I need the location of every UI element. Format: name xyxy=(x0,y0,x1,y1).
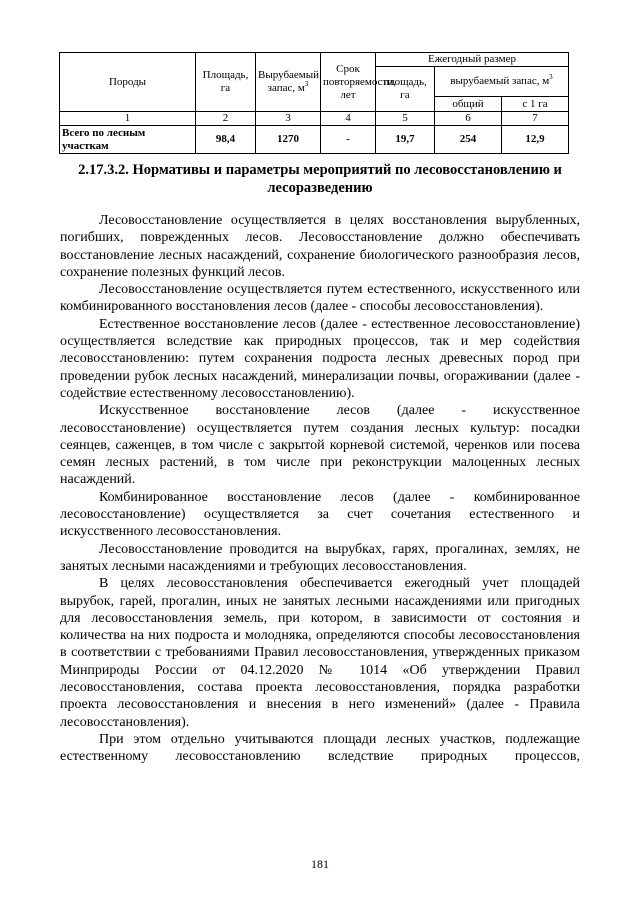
header-annual-stock: вырубаемый запас, м 3 xyxy=(435,67,569,97)
header-total: общий xyxy=(435,97,502,112)
header-annual-area: площадь, га xyxy=(376,67,435,112)
total-label: Всего по лесным участкам xyxy=(60,126,196,154)
header-area: Площадь, га xyxy=(196,53,256,112)
paragraph: При этом отдельно учитываются площади лесных участков, подлежащие естественному лесовосстановлению вследствие природных процессов, xyxy=(60,731,580,765)
total-value: 98,4 xyxy=(196,126,256,154)
paragraph: Лесовосстановление осуществляется путем естественного, искусственного или комбинированного восстановления лесов (далее - способы лесовосстановления). xyxy=(60,282,580,315)
column-number: 6 xyxy=(435,112,502,126)
harvest-table xyxy=(59,52,569,154)
column-number: 4 xyxy=(321,112,376,126)
paragraph: Естественное восстановление лесов (далее - естественное лесовосстановление) осуществляется вследствие как природных процессов, так и мер содействия лесовосстановлению: путем сохранения подроста лесных древесных пород при проведении рубок лесных насаждений, минерализации почвы, огораживании (далее - содействие естественному лесовосстановлению). xyxy=(60,316,580,401)
header-annual-size: Ежегодный размер xyxy=(376,53,569,67)
header-harvested-stock: Вырубаемый запас, м 3 xyxy=(256,53,321,112)
column-number: 7 xyxy=(502,112,569,126)
paragraph: Искусственное восстановление лесов (далее - искусственное лесовосстановление) осуществляется путем создания лесных культур: посадки сеянцев, саженцев, в том числе с закрытой корневой системой, черенков или посева семян лесных растений, в том числе при реконструкции малоценных лесных насаждений. xyxy=(60,403,580,488)
total-value: 12,9 xyxy=(502,126,569,154)
column-numbers-row xyxy=(60,112,569,126)
total-value: 1270 xyxy=(256,126,321,154)
total-value: 19,7 xyxy=(376,126,435,154)
column-number: 1 xyxy=(60,112,196,126)
section-heading: 2.17.3.2. Нормативы и параметры мероприятий по лесовосстановлению и лесоразведению xyxy=(78,162,562,196)
total-row xyxy=(60,126,569,154)
total-value: 254 xyxy=(435,126,502,154)
total-value: - xyxy=(321,126,376,154)
paragraph: Лесовосстановление проводится на вырубках, гарях, прогалинах, землях, не занятых лесными насаждениями и требующих лесовосстановления. xyxy=(60,541,580,574)
header-species: Породы xyxy=(60,53,196,112)
column-number: 2 xyxy=(196,112,256,126)
header-per-ha: с 1 га xyxy=(502,97,569,112)
paragraph: Лесовосстановление осуществляется в целях восстановления вырубленных, погибших, поврежденных лесов. Лесовосстановление должно обеспечивать восстановление лесных насаждений, сохранение биологического разнообразия лесов, сохранение полезных функций лесов. xyxy=(60,213,580,280)
header-term: Срок повторяемости, лет xyxy=(321,53,376,112)
body-text xyxy=(60,212,580,766)
paragraph: В целях лесовосстановления обеспечивается ежегодный учет площадей вырубок, гарей, прогалин, иных не занятых лесными насаждениями или пригодных для лесовосстановления земель, при котором, в зависимости от состояния и количества на них подроста и молодняка, определяются способы лесовосстановления в соответствии с требованиями Правил лесовосстановления, утвержденных приказом Минприроды России от 04.12.2020 № 1014 «Об утверждении Правил лесовосстановления, состава проекта лесовосстановления, порядка разработки проекта лесовосстановления и внесения в него изменений» (далее - Правила лесовосстановления). xyxy=(60,576,580,730)
column-number: 3 xyxy=(256,112,321,126)
page-number: 181 xyxy=(311,857,329,871)
column-number: 5 xyxy=(376,112,435,126)
paragraph: Комбинированное восстановление лесов (далее - комбинированное лесовосстановление) осуществляется за счет сочетания естественного и искусственного лесовосстановления. xyxy=(60,489,580,540)
